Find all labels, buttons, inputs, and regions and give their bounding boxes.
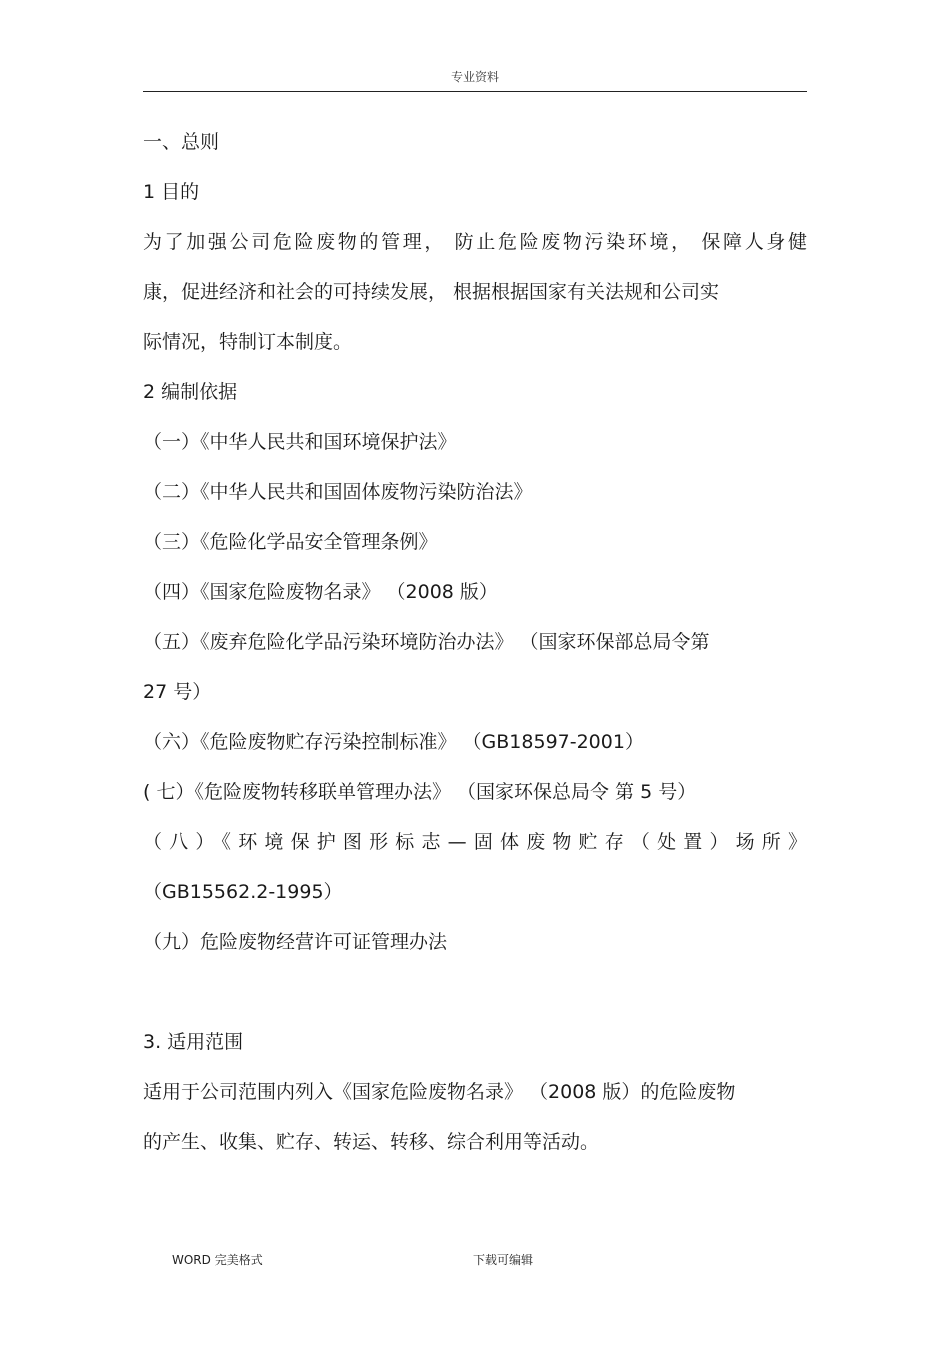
basis-item-9: （九）危险废物经营许可证管理办法 [143,931,448,953]
section-heading-general: 一、总则 [143,131,220,153]
purpose-paragraph-line-2: 康，促进经济和社会的可持续发展， 根据根据国家有关法规和公司实 [143,281,720,303]
subsection-heading-scope: 3. 适用范围 [143,1031,244,1053]
header-title: 专业资料 [450,70,499,84]
purpose-paragraph-line-3: 际情况，特制订本制度。 [143,331,353,353]
scope-paragraph-line-1: 适用于公司范围内列入《国家危险废物名录》 （2008 版）的危险废物 [143,1081,736,1103]
subsection-heading-purpose: 1 目的 [143,181,200,203]
basis-item-2: （二）《中华人民共和国固体废物污染防治法》 [143,481,533,503]
scope-paragraph-line-2: 的产生、收集、贮存、转运、转移、综合利用等活动。 [143,1131,600,1153]
purpose-paragraph-line-1: 为了加强公司危险废物的管理， 防止危险废物污染环境， 保障人身健 [143,231,807,253]
header-divider [143,91,807,92]
basis-item-4: （四）《国家危险废物名录》 （2008 版） [143,581,498,603]
basis-item-3: （三）《危险化学品安全管理条例》 [143,531,438,553]
basis-item-5: （五）《废弃危险化学品污染环境防治办法》 （国家环保部总局令第 [143,631,710,653]
basis-item-6: （六）《危险废物贮存污染控制标准》 （GB18597-2001） [143,731,644,753]
basis-item-8-continued: （GB15562.2-1995） [143,881,343,903]
footer-format-note: WORD 完美格式 [172,1253,263,1267]
footer-download-note: 下载可编辑 [473,1253,534,1267]
basis-item-7: ( 七）《危险废物转移联单管理办法》 （国家环保总局令 第 5 号） [143,781,697,803]
subsection-heading-basis: 2 编制依据 [143,381,238,403]
basis-item-8: （八）《环境保护图形标志—固体废物贮存（处置）场所》 [143,831,807,853]
basis-item-1: （一）《中华人民共和国环境保护法》 [143,431,457,453]
basis-item-5-continued: 27 号） [143,681,212,703]
